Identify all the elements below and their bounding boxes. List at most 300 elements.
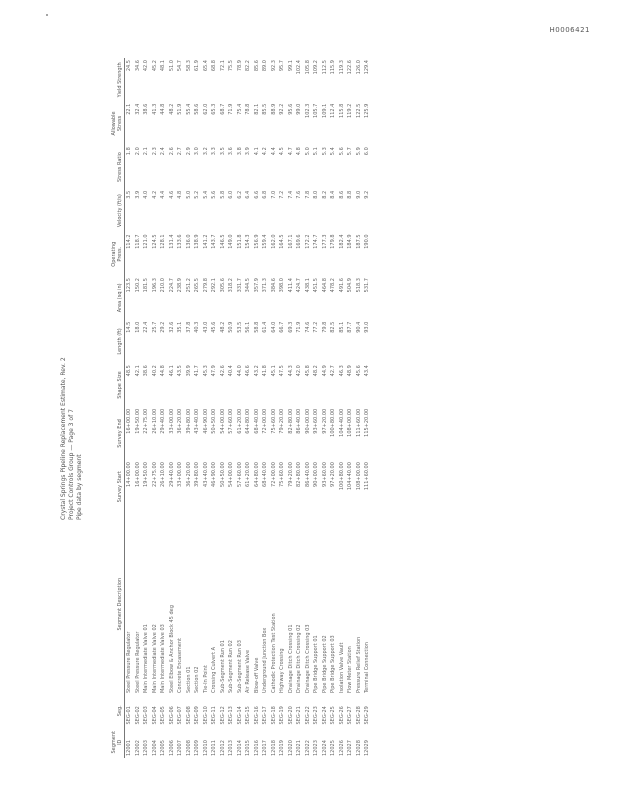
table-cell: 136.0 xyxy=(185,234,192,249)
table-row xyxy=(304,58,313,758)
table-cell: 3.5 xyxy=(219,147,226,156)
table-cell: 75.4 xyxy=(236,103,243,115)
table-row xyxy=(210,58,219,758)
table-cell: 43+40.00 xyxy=(194,408,200,434)
table-cell: 46+90.00 xyxy=(202,408,209,434)
table-cell: 3.8 xyxy=(236,147,243,156)
table-cell: 44.9 xyxy=(321,365,328,377)
table-cell: SEG-25 xyxy=(330,706,336,725)
table-cell: 12004 xyxy=(151,740,158,756)
table-cell: 47.9 xyxy=(211,365,217,377)
table-cell: 141.2 xyxy=(202,234,209,249)
table-cell: 44.0 xyxy=(236,365,243,377)
table-cell: 12019 xyxy=(279,740,285,756)
table-cell: SEG-26 xyxy=(338,706,345,725)
table-cell: 318.2 xyxy=(228,278,234,293)
table-cell: Pressure Relief Station xyxy=(355,636,362,694)
table-cell: 86+40.00 xyxy=(304,462,311,487)
table-cell: 265.5 xyxy=(194,278,200,293)
table-cell: 71.9 xyxy=(296,321,302,333)
table-cell: 12018 xyxy=(270,740,277,756)
table-cell: 12003 xyxy=(143,740,149,756)
table-cell: 122.5 xyxy=(355,103,362,118)
table-cell: 518.3 xyxy=(355,278,362,293)
table-cell: SEG-01 xyxy=(126,706,132,725)
table-cell: 4.4 xyxy=(160,190,166,199)
table-cell: 4.6 xyxy=(168,190,175,199)
table-cell: 344.5 xyxy=(245,278,251,293)
table-cell: 42.0 xyxy=(143,60,149,72)
table-cell: 3.9 xyxy=(245,147,251,156)
table-cell: 156.9 xyxy=(253,234,260,249)
table-cell: 50+50.00 xyxy=(219,462,226,487)
table-cell: Highway Crossing xyxy=(279,648,285,694)
table-cell: 48.9 xyxy=(347,365,353,377)
table-cell: 122.6 xyxy=(347,60,353,75)
table-cell: 22.1 xyxy=(126,103,132,115)
table-cell: 123.5 xyxy=(126,278,132,293)
table-cell: 292.1 xyxy=(211,278,217,293)
table-cell: 131.4 xyxy=(168,234,175,249)
table-cell: 12017 xyxy=(262,740,268,756)
table-cell: 4.5 xyxy=(279,147,285,156)
table-row xyxy=(219,58,228,758)
column-header: Survey End xyxy=(110,407,125,460)
table-row xyxy=(270,58,279,758)
table-cell: 88.9 xyxy=(270,103,277,115)
table-cell: 108+00.00 xyxy=(355,462,362,491)
table-cell: 86+40.00 xyxy=(296,408,302,434)
table-cell: 46.3 xyxy=(338,365,345,377)
column-header: Velocity (ft/s) xyxy=(110,189,125,233)
table-cell: 45.6 xyxy=(355,365,362,377)
table-cell: 82.5 xyxy=(330,321,336,333)
table-cell: 54+00.00 xyxy=(219,408,226,434)
table-cell: 7.4 xyxy=(287,190,294,199)
table-cell: 133.6 xyxy=(177,234,183,249)
table-cell: 79+20.00 xyxy=(287,462,294,487)
table-cell: 44.8 xyxy=(160,103,166,115)
table-cell: 64.0 xyxy=(270,321,277,333)
table-cell: 38.6 xyxy=(143,103,149,115)
table-cell: 164.5 xyxy=(279,234,285,249)
table-cell: SEG-22 xyxy=(304,706,311,725)
table-cell: 305.6 xyxy=(219,278,226,293)
table-cell: 61.4 xyxy=(262,321,268,333)
table-cell: 109.2 xyxy=(313,60,319,75)
table-cell: SEG-14 xyxy=(236,706,243,725)
table-cell: 7.6 xyxy=(296,190,302,199)
table-cell: 3.9 xyxy=(134,190,141,199)
table-cell: 57+60.00 xyxy=(228,408,234,434)
table-cell: Pipe Bridge Support 02 xyxy=(321,635,328,694)
table-cell: 56.1 xyxy=(245,321,251,333)
table-cell: 54.7 xyxy=(177,60,183,72)
side-header-line-3: Pipe data by segment xyxy=(76,454,83,520)
table-cell: 38.6 xyxy=(143,365,149,377)
page-id: H0006421 xyxy=(549,26,590,34)
table-cell: 6.2 xyxy=(236,190,243,199)
table-cell: 12025 xyxy=(330,740,336,756)
table-cell: SEG-16 xyxy=(253,706,260,725)
table-cell: 42.7 xyxy=(330,365,336,377)
table-cell: 66.7 xyxy=(279,321,285,333)
table-cell: 39+80.00 xyxy=(194,462,200,487)
table-cell: 5.6 xyxy=(338,147,345,156)
table-cell: 114.2 xyxy=(126,234,132,249)
table-cell: 2.7 xyxy=(177,147,183,156)
table-cell: 384.6 xyxy=(270,278,277,293)
table-cell: 41.8 xyxy=(262,365,268,377)
table-row xyxy=(151,58,160,758)
table-cell: 491.6 xyxy=(338,278,345,293)
table-cell: 451.5 xyxy=(313,278,319,293)
column-header: Operating Press. xyxy=(110,232,125,276)
table-cell: Crossing Culvert A xyxy=(211,646,217,694)
table-cell: Sub-Segment Run 03 xyxy=(236,640,243,694)
table-row xyxy=(287,58,296,758)
table-cell: 124.5 xyxy=(151,234,158,249)
table-cell: 8.6 xyxy=(338,190,345,199)
column-header: Survey Start xyxy=(110,460,125,513)
table-cell: 115.8 xyxy=(338,103,345,118)
table-cell: 92.2 xyxy=(279,103,285,115)
table-cell: 48.2 xyxy=(313,365,319,377)
table-cell: 12028 xyxy=(355,740,362,756)
table-cell: 92.3 xyxy=(270,60,277,72)
table-cell: 71.9 xyxy=(228,103,234,115)
table-cell: SEG-20 xyxy=(287,706,294,725)
table-cell: 5.1 xyxy=(313,147,319,156)
table-cell: 82.2 xyxy=(245,60,251,72)
table-cell: 44.8 xyxy=(160,365,166,377)
table-cell: 112.5 xyxy=(321,60,328,75)
table-cell: 104+40.00 xyxy=(338,408,345,437)
column-header: Segment ID xyxy=(110,727,125,758)
table-cell: 33+00.00 xyxy=(168,408,175,434)
table-cell: 6.0 xyxy=(228,190,234,199)
table-cell: 12026 xyxy=(338,740,345,756)
table-cell: 87.7 xyxy=(347,321,353,333)
table-cell: 44.3 xyxy=(287,365,294,377)
table-cell: 125.9 xyxy=(364,103,370,118)
table-cell: 12010 xyxy=(202,740,209,756)
table-cell: Concrete Encasement xyxy=(177,638,183,694)
table-cell: 48.5 xyxy=(126,365,132,377)
table-cell: 61+20.00 xyxy=(245,462,251,487)
table-cell: 12002 xyxy=(134,740,141,756)
table-cell: 4.8 xyxy=(296,147,302,156)
table-cell: SEG-06 xyxy=(168,706,175,725)
table-cell: SEG-17 xyxy=(262,706,268,725)
table-cell: 4.8 xyxy=(177,190,183,199)
table-cell: 6.0 xyxy=(364,147,370,156)
table-row xyxy=(159,58,168,758)
table-cell: 3.5 xyxy=(126,190,132,199)
table-cell: 12006 xyxy=(168,740,175,756)
table-cell: SEG-10 xyxy=(202,706,209,725)
table-cell: 12009 xyxy=(194,740,200,756)
table-row xyxy=(142,58,151,758)
table-row xyxy=(202,58,211,758)
table-cell: SEG-09 xyxy=(194,706,200,725)
table-cell: 35.1 xyxy=(177,321,183,333)
table-cell: 64+80.00 xyxy=(245,408,251,434)
table-cell: 39.9 xyxy=(185,365,192,377)
table-cell: 4.1 xyxy=(253,147,260,156)
table-cell: 150.2 xyxy=(134,278,141,293)
table-cell: 12005 xyxy=(160,740,166,756)
table-cell: 118.7 xyxy=(134,234,141,249)
table-cell: 5.3 xyxy=(321,147,328,156)
table-cell: Flow Meter Station xyxy=(347,646,353,694)
table-cell: SEG-05 xyxy=(160,706,166,725)
table-cell: 5.4 xyxy=(202,190,209,199)
table-cell: 105.7 xyxy=(313,103,319,118)
table-cell: 14.5 xyxy=(126,321,132,333)
table-cell: 75.5 xyxy=(228,60,234,72)
table-row xyxy=(321,58,330,758)
table-cell: 42.0 xyxy=(296,365,302,377)
table-cell: 78.8 xyxy=(245,103,251,115)
table-row xyxy=(261,58,270,758)
table-cell: 85.5 xyxy=(262,103,268,115)
table-cell: Steel Elbow & Anchor Block 45 deg xyxy=(168,605,175,694)
table-cell: 172.2 xyxy=(304,234,311,249)
table-cell: 438.1 xyxy=(304,278,311,293)
table-cell: 29+40.00 xyxy=(160,408,166,434)
table-cell: 42.6 xyxy=(219,365,226,377)
table-cell: 3.0 xyxy=(194,147,200,156)
table-cell: 68+40.00 xyxy=(262,462,268,487)
table-cell: 97+20.00 xyxy=(330,462,336,487)
table-row xyxy=(363,58,372,758)
table-cell: 22.4 xyxy=(143,321,149,333)
table-cell: 162.0 xyxy=(270,234,277,249)
table-cell: 77.2 xyxy=(313,321,319,333)
table-cell: 36+20.00 xyxy=(185,462,192,487)
table-cell: 12011 xyxy=(211,740,217,756)
table-row xyxy=(295,58,304,758)
table-cell: 4.2 xyxy=(151,190,158,199)
table-cell: 12023 xyxy=(313,740,319,756)
table-cell: 8.0 xyxy=(313,190,319,199)
table-cell: 7.8 xyxy=(304,190,311,199)
side-header-line-1: Crystal Springs Pipeline Replacement Estimate, Rev. 2 xyxy=(60,357,67,520)
table-cell: SEG-18 xyxy=(270,706,277,725)
table-cell: 72+00.00 xyxy=(262,408,268,434)
table-cell: 18.0 xyxy=(134,321,141,333)
table-cell: 12008 xyxy=(185,740,192,756)
table-cell: 57+60.00 xyxy=(236,462,243,487)
table-cell: 12022 xyxy=(304,740,311,756)
table-row xyxy=(185,58,194,758)
table-cell: 82+80.00 xyxy=(296,462,302,487)
table-cell: SEG-02 xyxy=(134,706,141,725)
table-cell: 464.8 xyxy=(321,278,328,293)
table-cell: 12027 xyxy=(347,740,353,756)
table-cell: 46.1 xyxy=(168,365,175,377)
table-cell: 48.2 xyxy=(219,321,226,333)
table-cell: 45.3 xyxy=(202,365,209,377)
table-cell: 55.4 xyxy=(185,103,192,115)
table-cell: Air Release Valve xyxy=(245,649,251,694)
table-cell: 6.6 xyxy=(253,190,260,199)
table-cell: SEG-19 xyxy=(279,706,285,725)
table-cell: 42.1 xyxy=(134,365,141,377)
table-cell: 100+80.00 xyxy=(338,462,345,491)
table-cell: 128.1 xyxy=(160,234,166,249)
table-cell: 99.0 xyxy=(296,103,302,115)
table-cell: 159.4 xyxy=(262,234,268,249)
table-cell: Steel Pressure Regulator xyxy=(126,631,132,694)
table-cell: 2.6 xyxy=(168,147,175,156)
table-cell: 40.4 xyxy=(228,365,234,377)
table-cell: 46+90.00 xyxy=(211,462,217,487)
table-cell: 531.7 xyxy=(364,278,370,293)
table-cell: 22+75.00 xyxy=(151,462,158,487)
table-cell: 43.2 xyxy=(253,365,260,377)
table-cell: 50.9 xyxy=(228,321,234,333)
table-row xyxy=(236,58,245,758)
table-cell: 62.0 xyxy=(202,103,209,115)
table-cell: 6.4 xyxy=(245,190,251,199)
table-cell: SEG-24 xyxy=(321,706,328,725)
table-cell: 12007 xyxy=(177,740,183,756)
table-cell: 167.1 xyxy=(287,234,294,249)
table-cell: 119.3 xyxy=(338,60,345,75)
table-cell: 48.1 xyxy=(160,60,166,72)
table-cell: 43.0 xyxy=(202,321,209,333)
table-cell: 112.4 xyxy=(330,103,336,118)
table-cell: 43.5 xyxy=(177,365,183,377)
table-cell: Steel Pressure Regulator xyxy=(134,631,141,694)
column-header: Yield Strength xyxy=(110,58,125,102)
table-row xyxy=(278,58,287,758)
table-cell: 43+40.00 xyxy=(202,462,209,487)
table-cell: 9.2 xyxy=(364,190,370,199)
table-cell: 32.4 xyxy=(134,103,141,115)
table-cell: 115.9 xyxy=(330,60,336,75)
table-cell: 108+00.00 xyxy=(347,408,353,437)
table-cell: 65.3 xyxy=(211,103,217,115)
table-cell: 177.3 xyxy=(321,234,328,249)
table-cell: 93.0 xyxy=(364,321,370,333)
table-cell: 68+40.00 xyxy=(253,408,260,434)
table-cell: Terminal Connection xyxy=(364,642,370,694)
table-cell: 12001 xyxy=(126,740,132,756)
table-cell: 48.2 xyxy=(168,103,175,115)
table-cell: 210.0 xyxy=(160,278,166,293)
table-row xyxy=(312,58,321,758)
table-cell: 99.1 xyxy=(287,60,294,72)
table-cell: Section 01 xyxy=(185,666,192,694)
table-cell: SEG-11 xyxy=(211,706,217,725)
column-header: Area (sq in) xyxy=(110,276,125,320)
table-cell: Drainage Ditch Crossing 02 xyxy=(296,624,302,694)
table-cell: 102.4 xyxy=(296,60,302,75)
table-cell: 61+20.00 xyxy=(236,408,243,434)
table-cell: 95.6 xyxy=(287,103,294,115)
table-cell: 51.0 xyxy=(168,60,175,72)
table-cell: 2.3 xyxy=(151,147,158,156)
table-cell: 32.6 xyxy=(168,321,175,333)
table-cell: 45.1 xyxy=(270,365,277,377)
table-cell: 4.4 xyxy=(270,147,277,156)
table-cell: 75+60.00 xyxy=(270,408,277,434)
table-cell: 179.8 xyxy=(330,234,336,249)
table-cell: 504.9 xyxy=(347,278,353,293)
table-cell: Main Intermediate Valve 02 xyxy=(151,624,158,694)
table-cell: Sub-Segment Run 02 xyxy=(228,640,234,694)
table-row xyxy=(193,58,202,758)
table-cell: 279.8 xyxy=(202,278,209,293)
table-cell: 121.0 xyxy=(143,234,149,249)
table-cell: 79+20.00 xyxy=(279,408,285,434)
table-cell: Sub-Segment Run 01 xyxy=(219,640,226,694)
table-cell: 26+10.00 xyxy=(151,408,158,434)
table-cell: 24.5 xyxy=(126,60,132,72)
table-cell: 89.0 xyxy=(262,60,268,72)
table-cell: 187.5 xyxy=(355,234,362,249)
table-cell: 105.8 xyxy=(304,60,311,75)
table-row xyxy=(134,58,143,758)
table-cell: 12024 xyxy=(321,740,328,756)
table-cell: 68.7 xyxy=(219,103,226,115)
table-cell: 9.0 xyxy=(355,190,362,199)
table-cell: 5.0 xyxy=(185,190,192,199)
table-cell: 72.1 xyxy=(219,60,226,72)
table-cell: Main Intermediate Valve 01 xyxy=(143,624,149,694)
table-cell: SEG-27 xyxy=(347,706,353,725)
table-cell: 8.4 xyxy=(330,190,336,199)
table-cell: Drainage Ditch Crossing 01 xyxy=(287,624,294,694)
table-cell: 102.3 xyxy=(304,103,311,118)
table-cell: 75+60.00 xyxy=(279,462,285,487)
table-cell: Drainage Ditch Crossing 03 xyxy=(304,624,311,694)
table-cell: Cathodic Protection Test Station xyxy=(270,613,277,694)
table-cell: 146.5 xyxy=(219,234,226,249)
table-cell: 8.2 xyxy=(321,190,328,199)
table-cell: 129.4 xyxy=(364,60,370,75)
column-header: Segment Description xyxy=(110,513,125,695)
table-cell: 7.0 xyxy=(270,190,277,199)
table-cell: Blow-off Valve xyxy=(253,657,260,694)
table-cell: 7.2 xyxy=(279,190,285,199)
table-cell: 16+00.00 xyxy=(134,462,141,487)
table-cell: 4.7 xyxy=(287,147,294,156)
table-cell: 41.3 xyxy=(151,103,158,115)
table-cell: 72+00.00 xyxy=(270,462,277,487)
table-cell: 95.7 xyxy=(279,60,285,72)
table-row xyxy=(338,58,347,758)
table-row xyxy=(125,58,134,758)
table-cell: 111+60.00 xyxy=(355,408,362,437)
table-cell: 12020 xyxy=(287,740,294,756)
table-cell: 33+00.00 xyxy=(177,462,183,487)
table-cell: 398.0 xyxy=(279,278,285,293)
table-cell: 58.3 xyxy=(185,60,192,72)
table-body xyxy=(125,58,372,758)
table-cell: 12013 xyxy=(228,740,234,756)
table-cell: 12014 xyxy=(236,740,243,756)
table-cell: 50+50.00 xyxy=(211,408,217,434)
table-cell: 2.4 xyxy=(160,147,166,156)
table-cell: 2.0 xyxy=(134,147,141,156)
table-cell: 182.4 xyxy=(338,234,345,249)
table-cell: 357.9 xyxy=(253,278,260,293)
table-cell: SEG-21 xyxy=(296,706,302,725)
